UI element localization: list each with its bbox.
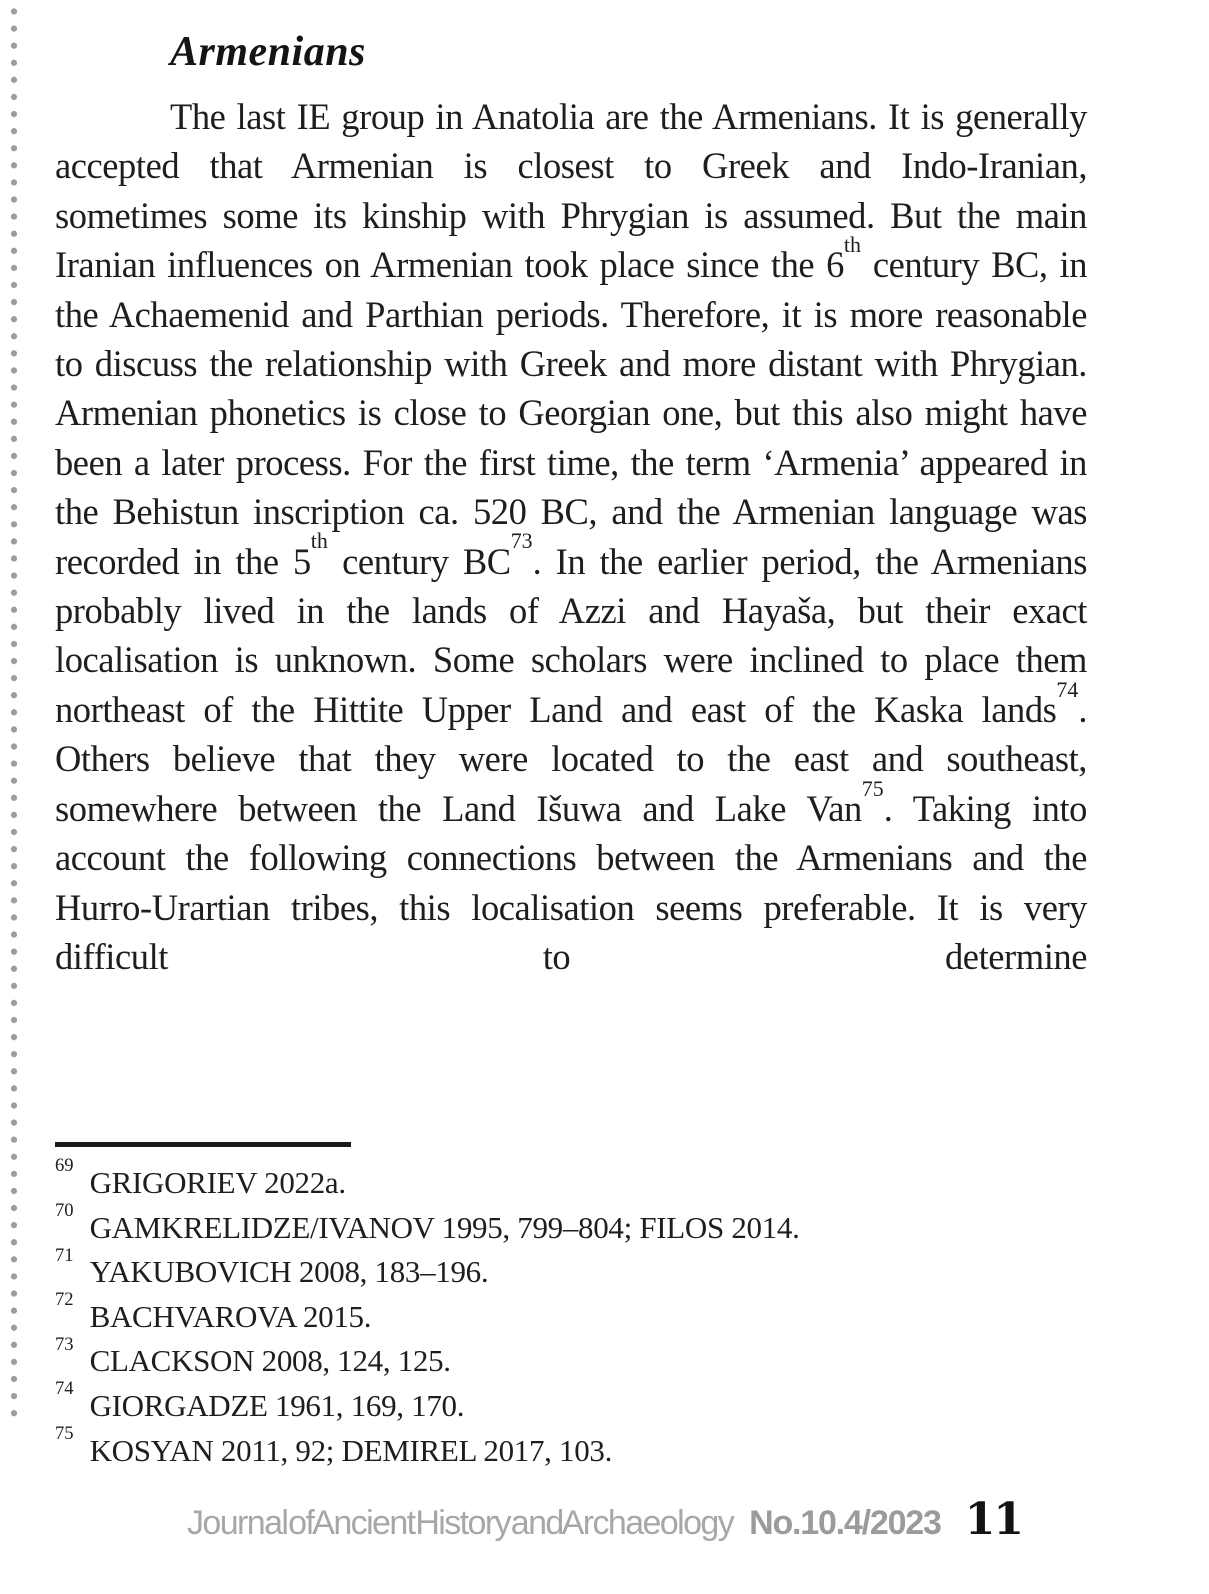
footnotes-section (55, 1142, 1087, 1473)
footnote-text: YAKUBOVICH 2008, 183–196. (89, 1254, 489, 1290)
section-heading: Armenians (170, 29, 366, 75)
footnote-text: KOSYAN 2011, 92; DEMIREL 2017, 103. (89, 1432, 613, 1468)
footnote-item (55, 1289, 1087, 1340)
body-paragraph (55, 92, 1087, 981)
footnote-text: GRIGORIEV 2022a. (89, 1165, 346, 1200)
paragraph-text: . Taking into account the following connections between the Armenians and the Hurro-Urartian tribes, this localisation seems preferable. It is very difficult to determine (55, 787, 1087, 977)
footnote-item (55, 1244, 1087, 1295)
footnote-item (55, 1333, 1087, 1384)
superscript-ordinal: th (310, 528, 328, 554)
footnote-item (55, 1155, 1087, 1206)
footnote-number: 74 (55, 1378, 74, 1400)
footnote-ref: 75 (861, 775, 884, 801)
footnote-number: 72 (55, 1289, 74, 1311)
footnote-ref: 74 (1056, 676, 1079, 702)
footnote-item (55, 1378, 1087, 1429)
paragraph-text: century BC, in the Achaemenid and Parthian periods. Therefore, it is more reasonable to discuss the relationship with Greek and more distant with Phrygian. Armenian phonetics is close to Georgian one, but this also might have been a later process. For the first time, the term ‘Armenia’ appeared in the Behistun inscription ca. 520 BC, and the Armenian language was recorded in the 5 (55, 244, 1087, 582)
footnote-ref: 73 (510, 528, 533, 554)
page-footer (0, 1494, 1209, 1545)
page-number: 11 (964, 1494, 1022, 1545)
paragraph-text: . In the earlier period, the Armenians probably lived in the lands of Azzi and Hayaša, but their exact localisation is unknown. Some scholars were inclined to place them northeast of the Hittite Upper Land and east of the Kaska lands (55, 540, 1087, 730)
journal-title: Journal of Ancient History and Archaeology (187, 1504, 734, 1542)
issue-number: No.10.4/2023 (749, 1504, 941, 1542)
paragraph-text: century BC (327, 540, 511, 582)
footnote-separator (55, 1142, 351, 1147)
footnote-number: 75 (55, 1423, 74, 1445)
footnote-text: GIORGADZE 1961, 169, 170. (89, 1387, 465, 1423)
dotted-border (7, 3, 21, 1423)
superscript-ordinal: th (843, 232, 861, 258)
footnote-text: BACHVAROVA 2015. (89, 1298, 372, 1334)
footnote-number: 73 (55, 1333, 74, 1355)
footnote-number: 71 (55, 1244, 74, 1266)
footnote-item (55, 1423, 1087, 1474)
paragraph-text: The last IE group in Anatolia are the Armenians. It is generally accepted that Armenian is closest to Greek and Indo-Iranian, sometimes some its kinship with Phrygian is assumed. But the main Iranian influences on Armenian took place since the 6 (55, 96, 1087, 286)
footnote-number: 70 (55, 1200, 74, 1222)
footnote-number: 69 (55, 1155, 74, 1177)
footnote-item (55, 1200, 1087, 1251)
footnote-text: GAMKRELIDZE/IVANOV 1995, 799–804; FILOS 2014. (89, 1209, 800, 1245)
paragraph-text: . Others believe that they were located to the east and southeast, somewhere between the Land Išuwa and Lake Van (55, 688, 1087, 829)
page-content (55, 0, 1087, 1594)
footnote-text: CLACKSON 2008, 124, 125. (89, 1343, 451, 1379)
